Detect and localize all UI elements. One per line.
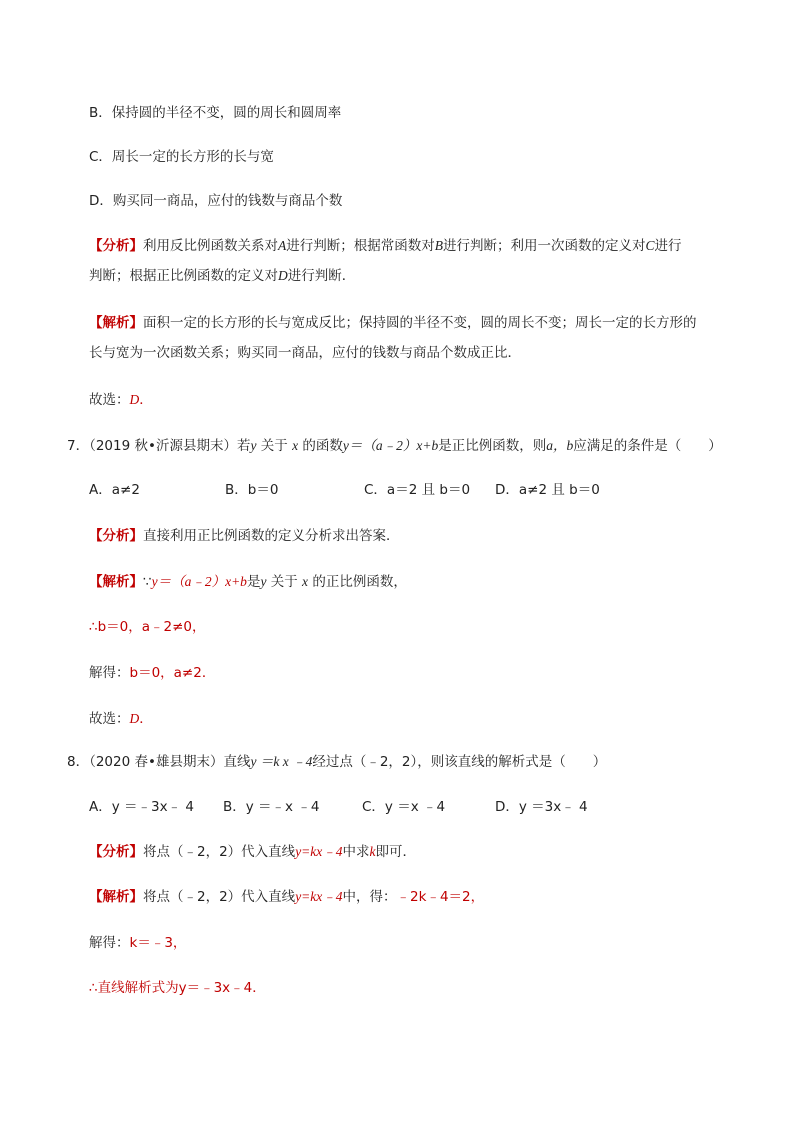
analysis-tag: 【分析】	[89, 528, 143, 544]
q6-solution-line1: 【解析】面积一定的长方形的长与宽成反比；保持圆的半径不变，圆的周长不变；周长一定的长方形的	[89, 315, 697, 331]
q8-solution: 【解析】将点（﹣2，2）代入直线y=kx﹣4中，得：﹣2k﹣4＝2，	[89, 889, 485, 905]
solution-tag: 【解析】	[89, 315, 143, 331]
q8-options	[89, 797, 588, 817]
solution-tag: 【解析】	[89, 574, 143, 590]
q7-option-d: D．a≠2 且 b＝0	[495, 482, 600, 498]
q6-option-c: C．周长一定的长方形的长与宽	[89, 149, 274, 165]
q7-therefore: ∴b＝0，a﹣2≠0，	[89, 619, 206, 635]
q8-option-a: A．y ＝﹣3x﹣ 4	[89, 799, 194, 815]
q8-option-d: D．y ＝3x﹣ 4	[495, 799, 588, 815]
q7-option-b: B．b＝0	[225, 482, 279, 498]
q7-stem: 7．（2019 秋•沂源县期末）若y 关于 x 的函数y＝（a﹣2）x+b是正比例函数，则a，b应满足的条件是（ ）	[67, 438, 722, 454]
q8-stem: 8．（2020 春•雄县期末）直线y ＝k x ﹣4经过点（﹣2，2），则该直线的解析式是（ ）	[67, 754, 607, 770]
analysis-tag: 【分析】	[89, 844, 143, 860]
q6-option-b: B．保持圆的半径不变，圆的周长和圆周率	[89, 105, 342, 121]
solution-tag: 【解析】	[89, 889, 143, 905]
q7-solve: 解得：b＝0，a≠2．	[89, 665, 216, 681]
analysis-tag: 【分析】	[89, 238, 143, 254]
q7-solution: 【解析】∵y＝（a﹣2）x+b是y 关于 x 的正比例函数，	[89, 574, 407, 590]
q7-options	[89, 480, 600, 500]
q8-conclusion: ∴直线解析式为y＝﹣3x﹣4．	[89, 980, 266, 996]
q6-analysis-line1: 【分析】利用反比例函数关系对A进行判断；根据常函数对B进行判断；利用一次函数的定义对C进行	[89, 238, 682, 254]
q8-analysis: 【分析】将点（﹣2，2）代入直线y=kx﹣4中求k即可．	[89, 844, 417, 860]
q6-solution-line2: 长与宽为一次函数关系；购买同一商品，应付的钱数与商品个数成正比．	[89, 345, 521, 361]
q8-solve: 解得：k＝﹣3，	[89, 935, 187, 951]
q6-answer: 故选：D．	[89, 392, 153, 408]
q8-option-b: B．y ＝﹣x ﹣4	[223, 799, 320, 815]
q6-analysis-line2: 判断；根据正比例函数的定义对D进行判断．	[89, 268, 356, 284]
q7-analysis: 【分析】直接利用正比例函数的定义分析求出答案．	[89, 528, 400, 544]
q6-option-d: D．购买同一商品，应付的钱数与商品个数	[89, 193, 343, 209]
q7-option-a: A．a≠2	[89, 482, 140, 498]
q7-option-c: C．a＝2 且 b＝0	[364, 482, 471, 498]
q8-option-c: C．y ＝x ﹣4	[362, 799, 446, 815]
q7-answer: 故选：D．	[89, 711, 153, 727]
